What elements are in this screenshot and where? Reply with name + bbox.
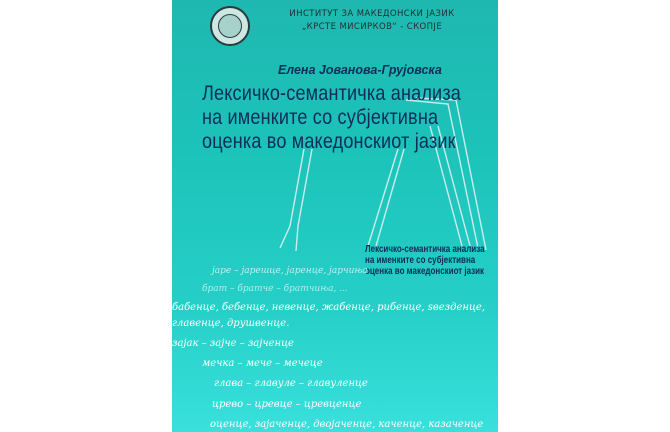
word-line: зајак – зајче – зајченце bbox=[172, 338, 294, 349]
word-line: бабенце, бебенце, невенце, жабенце, рибенце, ѕвезденце, bbox=[172, 302, 486, 313]
small-title bbox=[365, 244, 485, 277]
book-cover bbox=[172, 0, 498, 432]
author-name: Елена Јованова-Грујовска bbox=[278, 63, 442, 77]
title-line-2: на именките со субјективна bbox=[202, 106, 439, 129]
small-title-line-1: Лексичко-семантичка анализа bbox=[365, 244, 485, 255]
title-line-3: оценка во македонскиот јазик bbox=[202, 130, 456, 153]
book-title bbox=[202, 82, 461, 154]
title-line-1: Лексичко-семантичка анализа bbox=[202, 82, 461, 105]
institute-line-2: „КРСТЕ МИСИРКОВ“ - СКОПЈЕ bbox=[301, 22, 443, 32]
small-title-line-2: на именките со субјективна bbox=[365, 255, 476, 266]
institute-seal bbox=[210, 6, 250, 46]
institute-name bbox=[257, 8, 487, 34]
word-line: мечка – мече – мечеце bbox=[202, 358, 323, 369]
word-line: глава – главуле – главуленце bbox=[214, 378, 368, 389]
institute-line-1: ИНСТИТУТ ЗА МАКЕДОНСКИ ЈАЗИК bbox=[289, 9, 455, 19]
word-line: црево – цревце – цревценце bbox=[212, 399, 362, 410]
word-line: јаре – јарешце, јаренце, јарчиња bbox=[212, 266, 368, 276]
word-line: оценце, зајаченце, двојаченце, каченце, казаченце bbox=[210, 419, 484, 430]
small-title-line-3: оценка во македонскиот јазик bbox=[365, 266, 485, 277]
word-line: брат – братче – братчиња, ... bbox=[202, 284, 348, 294]
word-line: главенце, друшвенце. bbox=[172, 318, 290, 329]
